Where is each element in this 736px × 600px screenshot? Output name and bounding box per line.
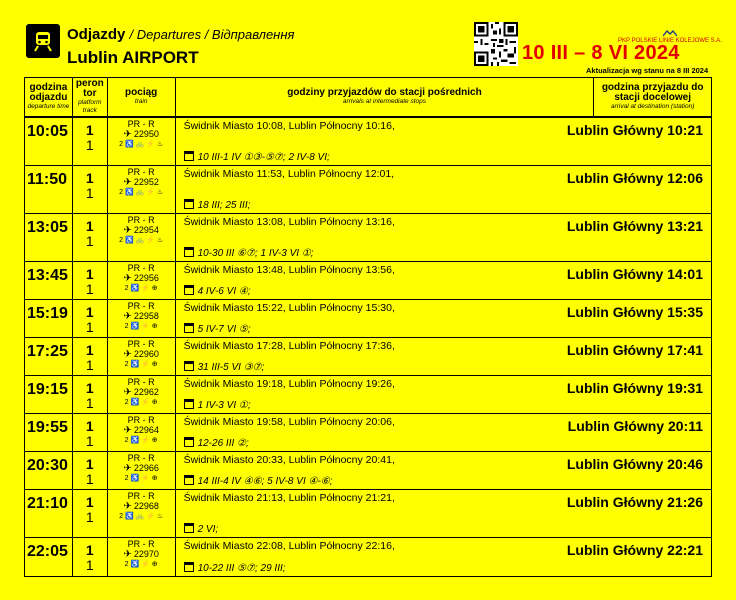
platform-number: 1 [85, 494, 94, 510]
validity-period: 10 III – 8 VI 2024 [522, 42, 680, 64]
train-info [108, 166, 176, 213]
operating-days-text: 14 III-4 IV ④⑥; 5 IV-8 VI ④-⑥; [197, 476, 333, 487]
departure-time: 11:50 [25, 166, 73, 213]
col-platform-track: peron tor platform track [73, 78, 108, 116]
calendar-icon [184, 199, 194, 209]
service-icons: 2 ♿ ⚡ ⊕ [124, 285, 158, 292]
service-icons: 2 ♿ ⚡ ⊕ [124, 437, 158, 444]
airplane-icon: ✈ [123, 129, 132, 140]
stops-cell [176, 166, 711, 213]
table-body [25, 118, 711, 576]
train-info [108, 118, 176, 165]
track-number: 1 [85, 557, 94, 573]
platform-number: 1 [85, 266, 94, 282]
train-number: 22966 [133, 463, 159, 473]
operating-days-text: 1 IV-3 VI ①; [197, 400, 251, 411]
train-info [108, 490, 176, 537]
train-number-line [108, 463, 175, 474]
train-number-line [108, 549, 175, 560]
track-number: 1 [85, 185, 94, 201]
calendar-icon [184, 323, 194, 333]
platform-track [73, 490, 108, 537]
train-number-line [108, 425, 175, 436]
calendar-icon [184, 475, 194, 485]
calendar-icon [184, 247, 194, 257]
header [0, 0, 736, 78]
table-row[interactable] [25, 118, 711, 166]
platform-track [73, 262, 108, 299]
intermediate-stops: Świdnik Miasto 11:53, Lublin Północny 12:01, [183, 168, 395, 180]
destination-arrival: Lublin Główny 13:21 [566, 218, 703, 234]
airplane-icon: ✈ [123, 387, 132, 398]
train-number: 22964 [133, 425, 159, 435]
platform-number: 1 [85, 456, 94, 472]
operating-days [184, 437, 249, 449]
train-number: 22950 [133, 129, 159, 139]
train-category: PR - R [127, 491, 155, 501]
service-icons: 2 ♿ ⚡ ⊕ [124, 561, 158, 568]
departure-time: 22:05 [25, 538, 73, 576]
calendar-icon [184, 562, 194, 572]
train-number: 22970 [133, 549, 159, 559]
stops-cell [176, 118, 711, 165]
intermediate-stops: Świdnik Miasto 10:08, Lublin Północny 10:16, [183, 120, 395, 132]
train-info [108, 214, 176, 261]
intermediate-stops: Świdnik Miasto 20:33, Lublin Północny 20:41, [183, 454, 395, 466]
table-row[interactable] [25, 166, 711, 214]
departure-time: 17:25 [25, 338, 73, 375]
train-category: PR - R [127, 215, 155, 225]
platform-number: 1 [85, 122, 94, 138]
operating-days-text: 12-26 III ②; [197, 438, 249, 449]
stops-cell [176, 262, 711, 299]
destination-arrival: Lublin Główny 15:35 [566, 304, 703, 320]
train-info [108, 538, 176, 576]
operating-days [184, 399, 251, 411]
calendar-icon [184, 399, 194, 409]
stops-cell [176, 300, 711, 337]
table-row[interactable] [25, 490, 711, 538]
operating-days [184, 475, 333, 487]
table-row[interactable] [25, 452, 711, 490]
operating-days-text: 10-22 III ⑤⑦; 29 III; [197, 563, 286, 574]
airplane-icon: ✈ [123, 177, 132, 188]
destination-arrival: Lublin Główny 14:01 [566, 266, 703, 282]
operating-days [184, 361, 265, 373]
train-number-line [108, 273, 175, 284]
departure-time: 15:19 [25, 300, 73, 337]
service-icons: 2 ♿ 🚲 ⚡ ♨ [119, 513, 164, 520]
train-number: 22958 [133, 311, 159, 321]
intermediate-stops: Świdnik Miasto 13:48, Lublin Północny 13:56, [183, 264, 395, 276]
table-row[interactable] [25, 214, 711, 262]
table-row[interactable] [25, 538, 711, 576]
intermediate-stops: Świdnik Miasto 21:13, Lublin Północny 21:21, [183, 492, 395, 504]
airplane-icon: ✈ [123, 349, 132, 360]
track-number: 1 [85, 233, 94, 249]
calendar-icon [184, 361, 194, 371]
title-main: Odjazdy [67, 26, 126, 43]
operating-days [184, 323, 251, 335]
track-number: 1 [85, 137, 94, 153]
table-row[interactable] [25, 262, 711, 300]
service-icons: 2 ♿ ⚡ ⊕ [124, 475, 158, 482]
intermediate-stops: Świdnik Miasto 17:28, Lublin Północny 17:36, [183, 340, 395, 352]
intermediate-stops: Świdnik Miasto 19:18, Lublin Północny 19:26, [183, 378, 395, 390]
train-category: PR - R [127, 339, 155, 349]
table-row[interactable] [25, 300, 711, 338]
train-info [108, 414, 176, 451]
train-number-line [108, 349, 175, 360]
destination-arrival: Lublin Główny 10:21 [566, 122, 703, 138]
table-header [25, 78, 711, 118]
track-number: 1 [85, 357, 94, 373]
train-category: PR - R [127, 263, 155, 273]
operating-days-text: 5 IV-7 VI ⑤; [197, 324, 251, 335]
destination-arrival: Lublin Główny 21:26 [566, 494, 703, 510]
departure-time: 19:15 [25, 376, 73, 413]
operator-mark-icon [663, 30, 677, 37]
destination-arrival: Lublin Główny 17:41 [566, 342, 703, 358]
train-category: PR - R [127, 453, 155, 463]
track-number: 1 [85, 319, 94, 335]
airplane-icon: ✈ [123, 501, 132, 512]
table-row[interactable] [25, 376, 711, 414]
col-destination: godzina przyjazdu do stacji docelowej arrival at destination (station) [601, 82, 704, 110]
service-icons: 2 ♿ ⚡ ⊕ [124, 399, 158, 406]
platform-track [73, 376, 108, 413]
train-category: PR - R [127, 377, 155, 387]
train-category: PR - R [127, 301, 155, 311]
train-info [108, 452, 176, 489]
col-departure-time: godzina odjazdu departure time [25, 78, 73, 116]
station-name: Lublin AIRPORT [67, 48, 199, 67]
operating-days-text: 2 VI; [197, 524, 219, 535]
departure-time: 20:30 [25, 452, 73, 489]
operating-days [184, 562, 286, 574]
airplane-icon: ✈ [123, 549, 132, 560]
operating-days [184, 285, 251, 297]
track-number: 1 [85, 395, 94, 411]
qr-code-icon[interactable] [474, 22, 518, 66]
platform-track [73, 300, 108, 337]
operating-days [184, 523, 219, 535]
title-translations: / Departures / Відправлення [129, 27, 295, 42]
departure-time: 13:05 [25, 214, 73, 261]
stops-cell [176, 376, 711, 413]
operating-days-text: 10 III-1 IV ①③-⑤⑦; 2 IV-8 VI; [197, 152, 330, 163]
operating-days [184, 247, 314, 259]
airplane-icon: ✈ [123, 425, 132, 436]
departures-table [24, 77, 712, 577]
platform-number: 1 [85, 218, 94, 234]
train-number-line [108, 177, 175, 188]
intermediate-stops: Świdnik Miasto 15:22, Lublin Północny 15:30, [183, 302, 395, 314]
stops-cell [176, 538, 711, 576]
platform-track [73, 166, 108, 213]
service-icons: 2 ♿ 🚲 ⚡ ♨ [119, 141, 164, 148]
page-title [67, 26, 294, 43]
departure-time: 21:10 [25, 490, 73, 537]
train-number-line [108, 311, 175, 322]
col-train: pociąg train [108, 78, 176, 116]
destination-arrival: Lublin Główny 22:21 [566, 542, 703, 558]
platform-number: 1 [85, 542, 94, 558]
platform-track [73, 118, 108, 165]
platform-track [73, 214, 108, 261]
train-number: 22956 [133, 273, 159, 283]
departure-time: 10:05 [25, 118, 73, 165]
col-intermediate-stops: godziny przyjazdów do stacji pośrednich arrivals at intermediate stops [176, 78, 595, 116]
operating-days [184, 151, 330, 163]
operating-days-text: 18 III; 25 III; [197, 200, 251, 211]
operating-days-text: 31 III-5 VI ③⑦; [197, 362, 265, 373]
platform-number: 1 [85, 380, 94, 396]
track-number: 1 [85, 471, 94, 487]
departure-time: 13:45 [25, 262, 73, 299]
platform-number: 1 [85, 342, 94, 358]
airplane-icon: ✈ [123, 463, 132, 474]
train-number: 22954 [133, 225, 159, 235]
platform-track [73, 538, 108, 576]
track-number: 1 [85, 281, 94, 297]
platform-track [73, 452, 108, 489]
train-info [108, 376, 176, 413]
train-category: PR - R [127, 415, 155, 425]
calendar-icon [184, 523, 194, 533]
train-number-line [108, 501, 175, 512]
train-number: 22968 [133, 501, 159, 511]
service-icons: 2 ♿ 🚲 ⚡ ♨ [119, 189, 164, 196]
stops-cell [176, 414, 711, 451]
train-number-line [108, 387, 175, 398]
stops-cell [176, 452, 711, 489]
service-icons: 2 ♿ 🚲 ⚡ ♨ [119, 237, 164, 244]
train-number-line [108, 129, 175, 140]
intermediate-stops: Świdnik Miasto 19:58, Lublin Północny 20:06, [183, 416, 395, 428]
calendar-icon [184, 285, 194, 295]
destination-arrival: Lublin Główny 19:31 [566, 380, 703, 396]
platform-number: 1 [85, 170, 94, 186]
operating-days-text: 4 IV-6 VI ④; [197, 286, 251, 297]
table-row[interactable] [25, 338, 711, 376]
train-info [108, 300, 176, 337]
operating-days-text: 10-30 III ⑥⑦; 1 IV-3 VI ①; [197, 248, 314, 259]
departure-time: 19:55 [25, 414, 73, 451]
operating-days [184, 199, 251, 211]
train-category: PR - R [127, 539, 155, 549]
platform-track [73, 338, 108, 375]
airplane-icon: ✈ [123, 225, 132, 236]
service-icons: 2 ♿ ⚡ ⊕ [124, 361, 158, 368]
train-number-line [108, 225, 175, 236]
platform-number: 1 [85, 304, 94, 320]
airplane-icon: ✈ [123, 273, 132, 284]
update-note: Aktualizacja wg stanu na 8 III 2024 [586, 66, 709, 75]
calendar-icon [184, 151, 194, 161]
train-category: PR - R [127, 167, 155, 177]
train-number: 22952 [133, 177, 159, 187]
table-row[interactable] [25, 414, 711, 452]
train-number: 22960 [133, 349, 159, 359]
intermediate-stops: Świdnik Miasto 13:08, Lublin Północny 13:16, [183, 216, 395, 228]
service-icons: 2 ♿ ⚡ ⊕ [124, 323, 158, 330]
platform-track [73, 414, 108, 451]
airplane-icon: ✈ [123, 311, 132, 322]
stops-cell [176, 338, 711, 375]
platform-number: 1 [85, 418, 94, 434]
destination-arrival: Lublin Główny 12:06 [566, 170, 703, 186]
train-info [108, 338, 176, 375]
train-category: PR - R [127, 119, 155, 129]
intermediate-stops: Świdnik Miasto 22:08, Lublin Północny 22:16, [183, 540, 395, 552]
train-icon [26, 24, 60, 58]
track-number: 1 [85, 509, 94, 525]
destination-arrival: Lublin Główny 20:11 [567, 418, 703, 434]
stops-cell [176, 214, 711, 261]
operator-name: PKP POLSKIE LINIE KOLEJOWE S.A. [618, 38, 722, 44]
train-number: 22962 [133, 387, 159, 397]
calendar-icon [184, 437, 194, 447]
destination-arrival: Lublin Główny 20:46 [566, 456, 703, 472]
track-number: 1 [85, 433, 94, 449]
train-info [108, 262, 176, 299]
stops-cell [176, 490, 711, 537]
